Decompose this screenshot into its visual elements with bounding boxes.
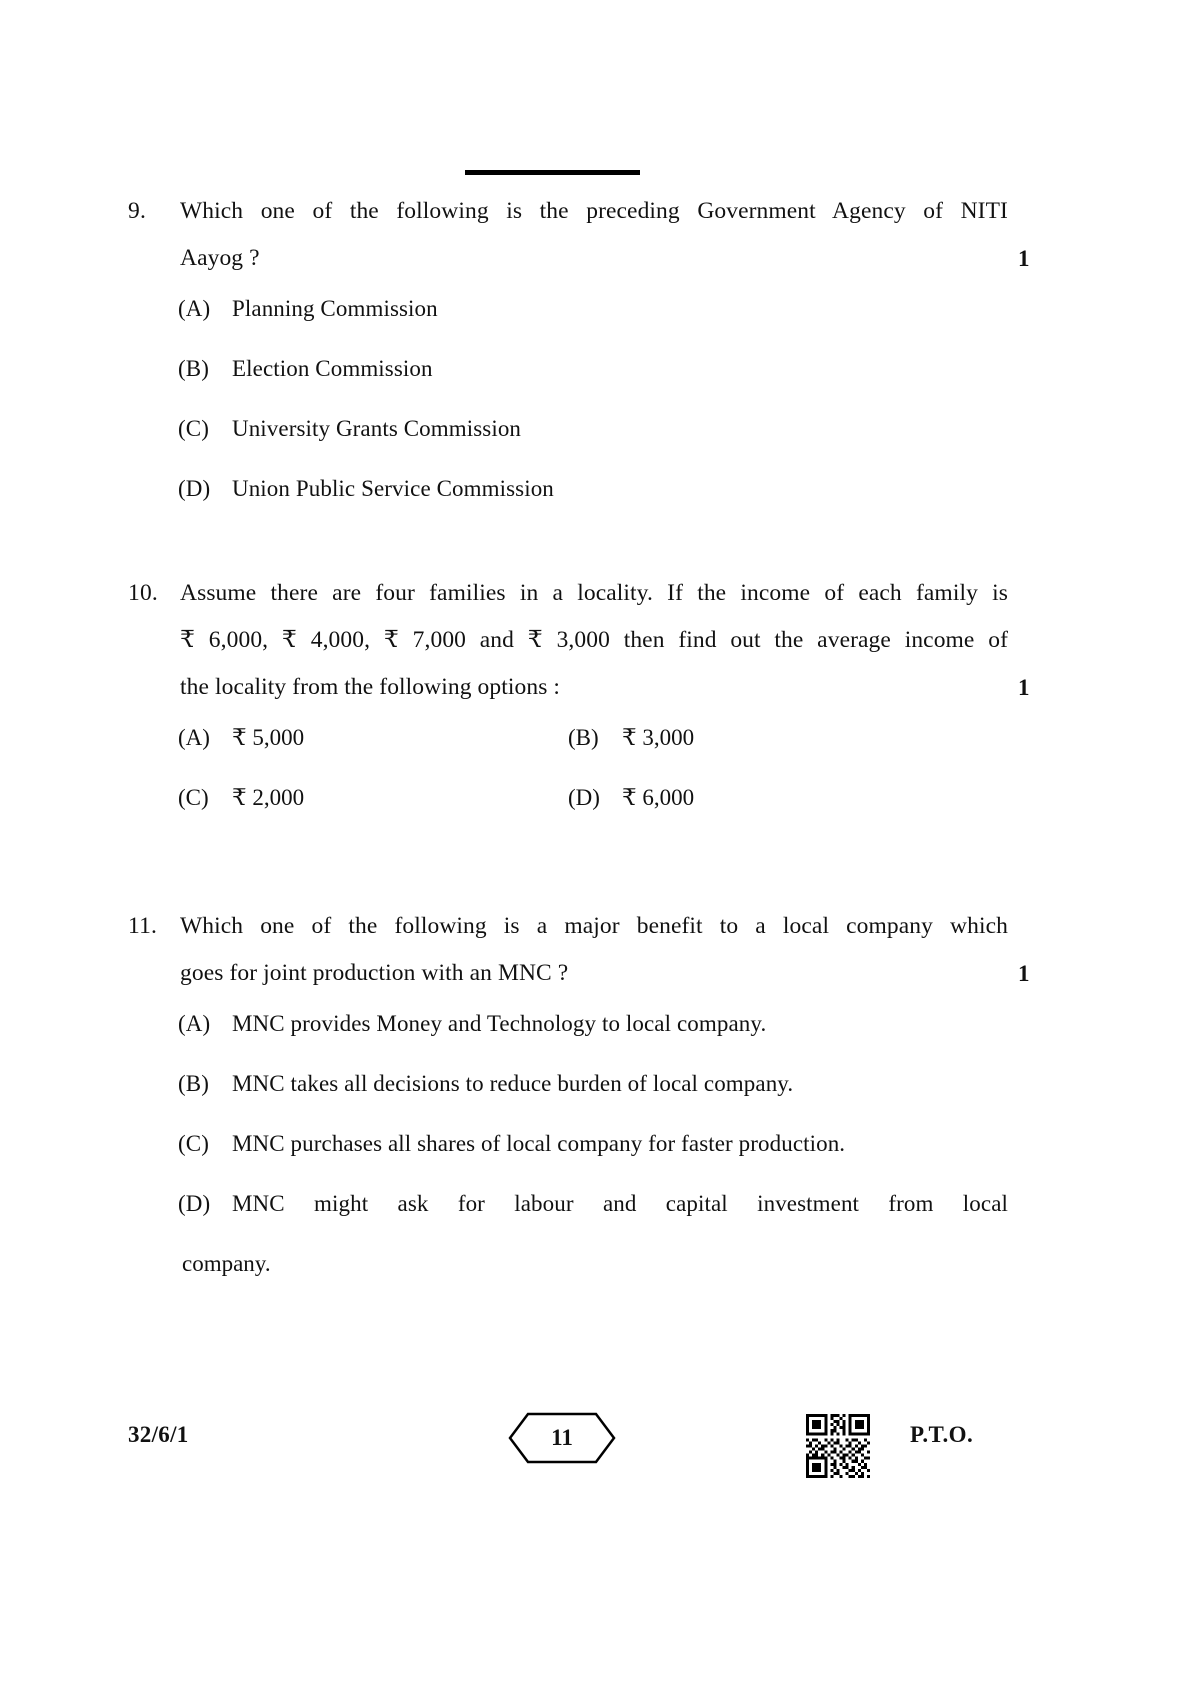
- option-9-d-label: (D): [178, 476, 211, 501]
- page-number-badge: [508, 1412, 616, 1464]
- question-11-text-line-1: Which one of the following is a major benefit to a local company which: [180, 913, 1008, 939]
- question-11-heading: [128, 903, 1030, 997]
- option-10-d[interactable]: [568, 783, 958, 813]
- option-10-b[interactable]: [568, 723, 958, 753]
- option-11-a-label: (A): [178, 1011, 211, 1036]
- option-9-c-label: (C): [178, 416, 209, 441]
- option-10-c[interactable]: [178, 783, 568, 813]
- question-10-text-line-3: the locality from the following options :: [180, 674, 561, 700]
- option-10-row-2: [128, 783, 1008, 813]
- option-11-c[interactable]: [128, 1129, 1008, 1159]
- question-10-number: 10.: [128, 580, 158, 606]
- option-11-a-text: MNC provides Money and Technology to local company.: [232, 1011, 767, 1036]
- option-9-b-text: Election Commission: [232, 356, 433, 381]
- qr-code-svg: [806, 1414, 870, 1478]
- option-11-c-label: (C): [178, 1131, 209, 1156]
- option-10-b-label: (B): [568, 725, 599, 750]
- option-10-row-1: [128, 723, 1008, 753]
- option-9-b[interactable]: [128, 354, 1008, 384]
- option-11-c-text: MNC purchases all shares of local company for faster production.: [232, 1131, 846, 1156]
- option-10-a-label: (A): [178, 725, 210, 750]
- option-9-b-label: (B): [178, 356, 209, 381]
- option-9-a-text: Planning Commission: [232, 296, 438, 321]
- paper-code: 32/6/1: [128, 1422, 189, 1447]
- option-9-c[interactable]: [128, 414, 1008, 444]
- option-9-c-text: University Grants Commission: [232, 416, 522, 441]
- question-11-number: 11.: [128, 913, 158, 939]
- option-11-b[interactable]: [128, 1069, 1008, 1099]
- option-10-c-text: ₹ 2,000: [232, 785, 305, 810]
- pto-label: P.T.O.: [910, 1422, 974, 1447]
- option-10-c-label: (C): [178, 785, 209, 810]
- page-footer: [128, 1412, 1008, 1492]
- question-11-text-line-2: goes for joint production with an MNC ?: [180, 960, 569, 986]
- option-10-a[interactable]: [178, 723, 568, 753]
- question-9-heading: [128, 188, 1030, 282]
- option-10-a-text: ₹ 5,000: [232, 725, 305, 750]
- question-9-number: 9.: [128, 198, 147, 224]
- option-10-b-text: ₹ 3,000: [622, 725, 695, 750]
- option-9-a[interactable]: [128, 294, 1008, 324]
- option-10-d-text: ₹ 6,000: [622, 785, 695, 810]
- question-block-10: [128, 570, 1030, 813]
- question-10-marks: 1: [1018, 675, 1030, 700]
- option-11-d-text: MNC might ask for labour and capital investment from local: [232, 1191, 1008, 1216]
- question-10-text-line-1: Assume there are four families in a locality. If the income of each family is: [180, 580, 1008, 606]
- question-10-text-line-2: ₹ 6,000, ₹ 4,000, ₹ 7,000 and ₹ 3,000 then find out the average income of: [180, 627, 1008, 653]
- question-11-marks: 1: [1018, 961, 1030, 986]
- question-9-options: [128, 294, 1008, 504]
- option-9-d-text: Union Public Service Commission: [232, 476, 554, 501]
- option-11-d[interactable]: [128, 1189, 1008, 1219]
- header-rule: [465, 170, 640, 175]
- option-10-d-label: (D): [568, 785, 600, 810]
- option-11-d-label: (D): [178, 1191, 211, 1216]
- option-11-b-text: MNC takes all decisions to reduce burden of local company.: [232, 1071, 794, 1096]
- option-11-d-text-continued: company.: [182, 1251, 271, 1276]
- question-9-marks: 1: [1018, 246, 1030, 271]
- question-11-options: [128, 1009, 1008, 1279]
- question-9-text-line-2: Aayog ?: [180, 245, 260, 271]
- qr-code-icon: [806, 1414, 870, 1478]
- option-11-a[interactable]: [128, 1009, 1008, 1039]
- page-number: 11: [551, 1425, 573, 1450]
- question-10-heading: [128, 570, 1030, 711]
- question-9-text-line-1: Which one of the following is the preceding Government Agency of NITI: [180, 198, 1008, 224]
- option-9-a-label: (A): [178, 296, 211, 321]
- question-block-9: [128, 188, 1030, 504]
- option-9-d[interactable]: [128, 474, 1008, 504]
- option-11-b-label: (B): [178, 1071, 209, 1096]
- question-10-options: [128, 723, 1008, 813]
- question-block-11: [128, 903, 1030, 1279]
